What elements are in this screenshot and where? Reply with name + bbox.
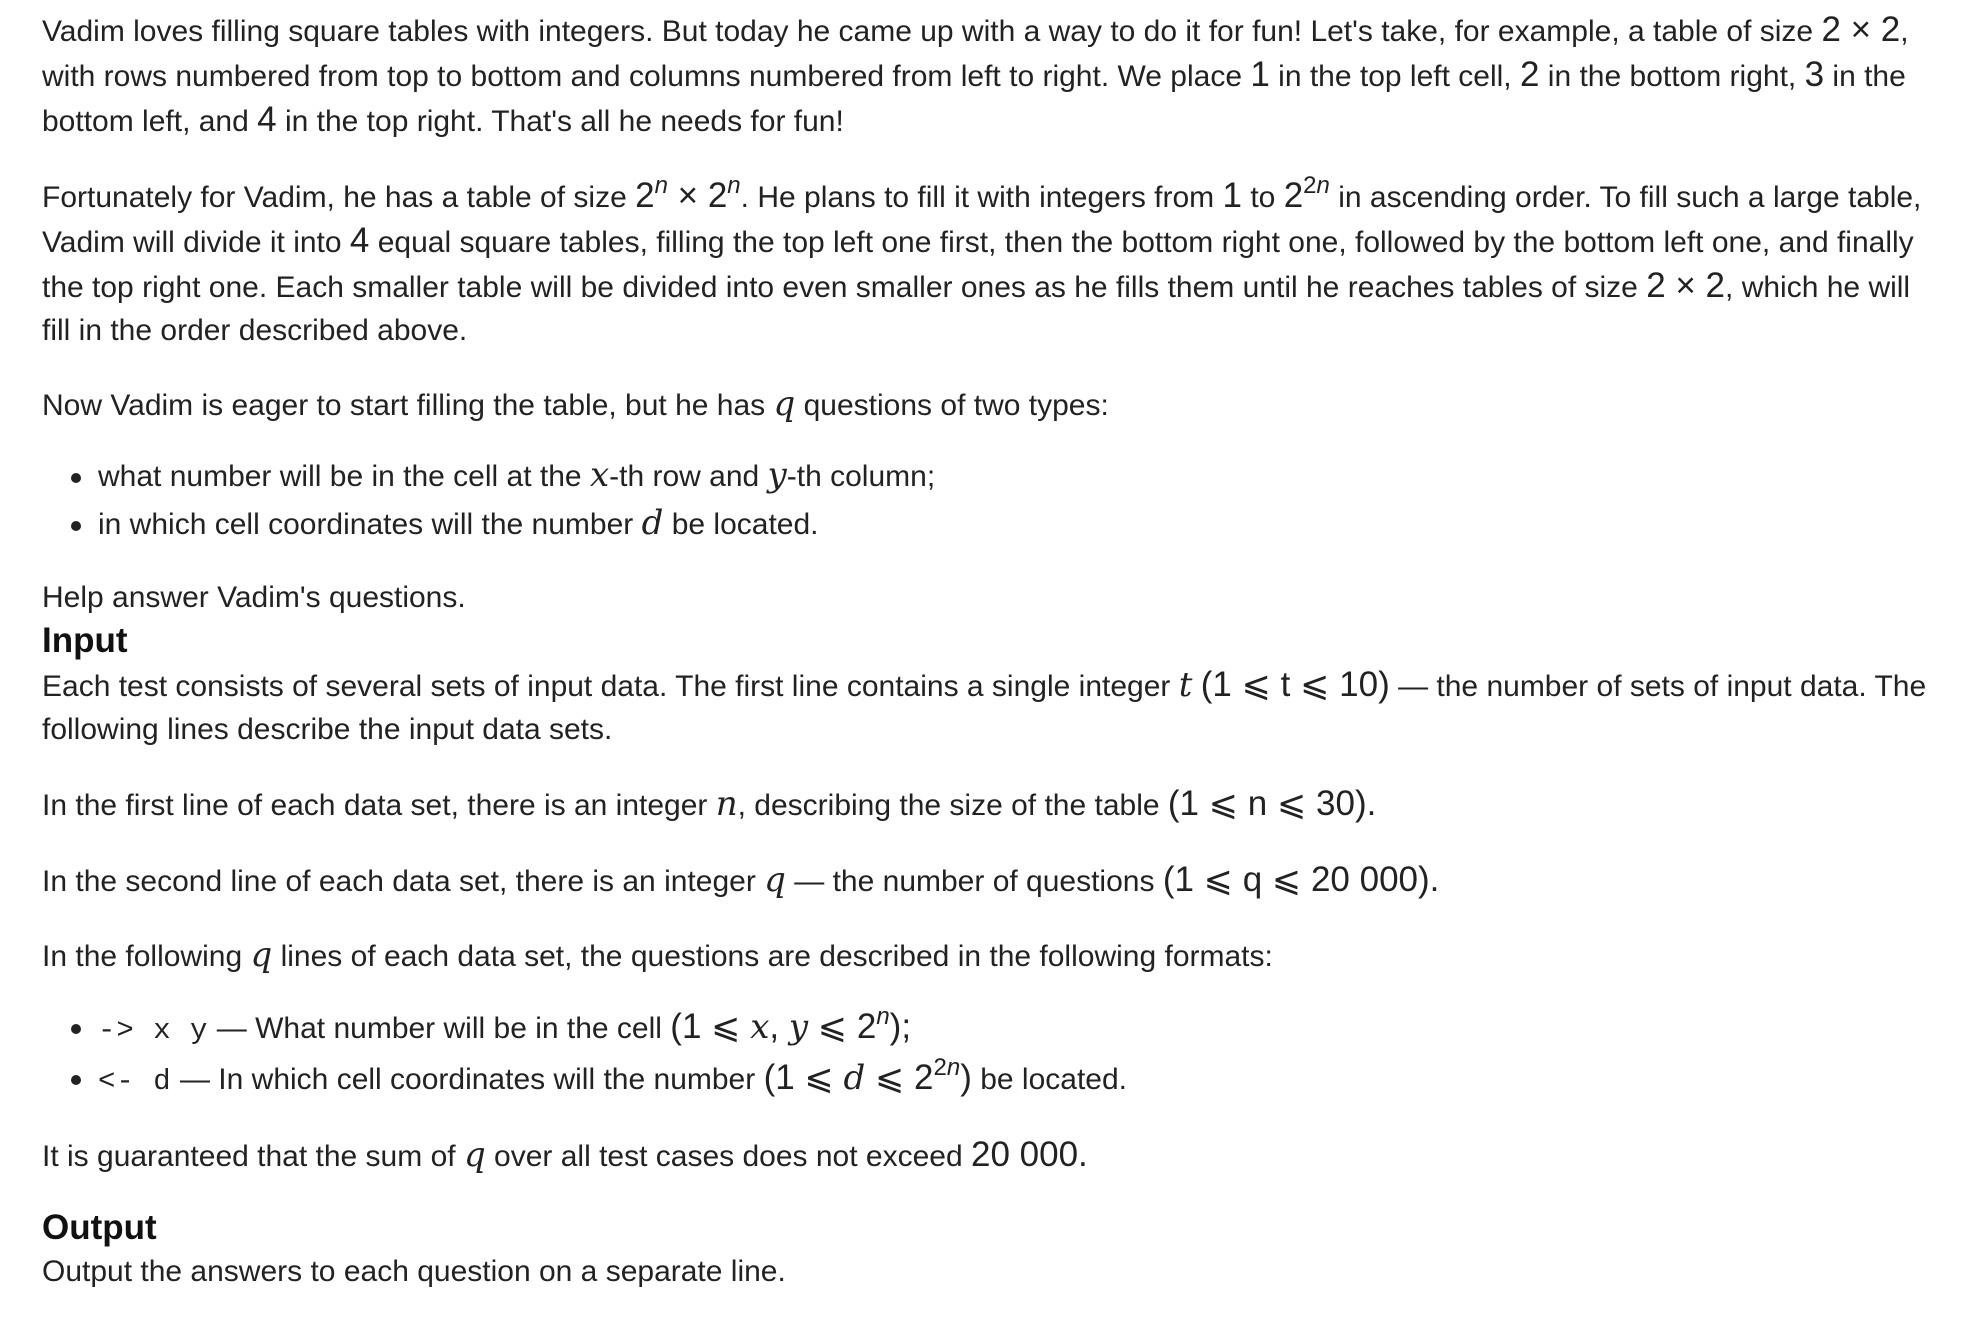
statement-paragraph-4: Help answer Vadim's questions. (42, 581, 466, 614)
list-item: in which cell coordinates will the number d be located. (98, 500, 1930, 548)
input-heading: Input (42, 621, 128, 660)
input-paragraph-5: It is guaranteed that the sum of q over all test cases does not exceed 20 000. (42, 1135, 1088, 1175)
statement-paragraph-1: Vadim loves filling square tables with integers. But today he came up with a way to do it for fun! Let's take, for example, a table of size 2 × 2, with rows numbered from top to bottom and columns numbered from left to right. We place 1 in the top left cell, 2 in the bottom right, 3 in the bottom left, and 4 in the top right. That's all he needs for fun! (42, 10, 1909, 139)
math-t-range: (1 ⩽ t ⩽ 10) (1200, 665, 1390, 704)
statement-paragraph-2: Fortunately for Vadim, he has a table of size $2^n \times 2^n$. He plans to fill it with integers from 1 to $2^{2n}$ in ascending order. To fill such a large table, Vadim will divide it into 4 equal square tables, filling the top left one first, then the bottom right one, followed by the bottom left one, and finally the top right one. Each smaller table will be divided into even smaller ones as he fills them until he reaches tables of size 2 × 2, which he will fill in the order described above. (42, 172, 1922, 347)
math-q-range: (1 ⩽ q ⩽ 20 000). (1162, 860, 1440, 899)
math-xy-range: (1 ⩽ x, y ⩽ 2$^n$); (670, 1003, 912, 1047)
list-item: what number will be in the cell at the x-th row and y-th column; (98, 452, 1930, 500)
list-item: <- d — In which cell coordinates will the number (1 ⩽ d ⩽ $2^{2n}$) be located. (98, 1054, 1930, 1105)
statement-paragraph-3: Now Vadim is eager to start filling the table, but he has q questions of two types: (42, 384, 1109, 424)
output-heading: Output (42, 1208, 157, 1247)
math-table-size: $2^n \times 2^n$ (635, 172, 741, 215)
query-format-code: <- d (98, 1065, 172, 1098)
output-paragraph: Output the answers to each question on a separate line. (42, 1255, 786, 1288)
input-paragraph-4: In the following q lines of each data set, the questions are described in the following formats: (42, 935, 1273, 975)
list-item: -> x y — What number will be in the cell (1 ⩽ x, y ⩽ 2$^n$); (98, 1003, 1930, 1054)
query-format-code: -> x y (98, 1014, 209, 1047)
input-paragraph-1: Each test consists of several sets of input data. The first line contains a single integer t (1 ⩽ t ⩽ 10) — the number of sets of input data. The following lines describe the input data sets. (42, 665, 1927, 746)
math-two-pow-2n: $2^{2n}$ (1283, 172, 1330, 215)
math-n-range: (1 ⩽ n ⩽ 30). (1167, 784, 1377, 823)
input-paragraph-3: In the second line of each data set, there is an integer q — the number of questions (1 ⩽ q ⩽ 20 000). (42, 860, 1440, 900)
question-types-list (42, 452, 1930, 548)
math-d-range: (1 ⩽ d ⩽ $2^{2n}$) (763, 1054, 972, 1098)
math-size-2x2: 2 × 2 (1821, 10, 1901, 49)
query-formats-list (42, 1003, 1930, 1105)
input-paragraph-2: In the first line of each data set, there is an integer n, describing the size of the table (1 ⩽ n ⩽ 30). (42, 784, 1377, 824)
math-q: q (773, 384, 796, 424)
